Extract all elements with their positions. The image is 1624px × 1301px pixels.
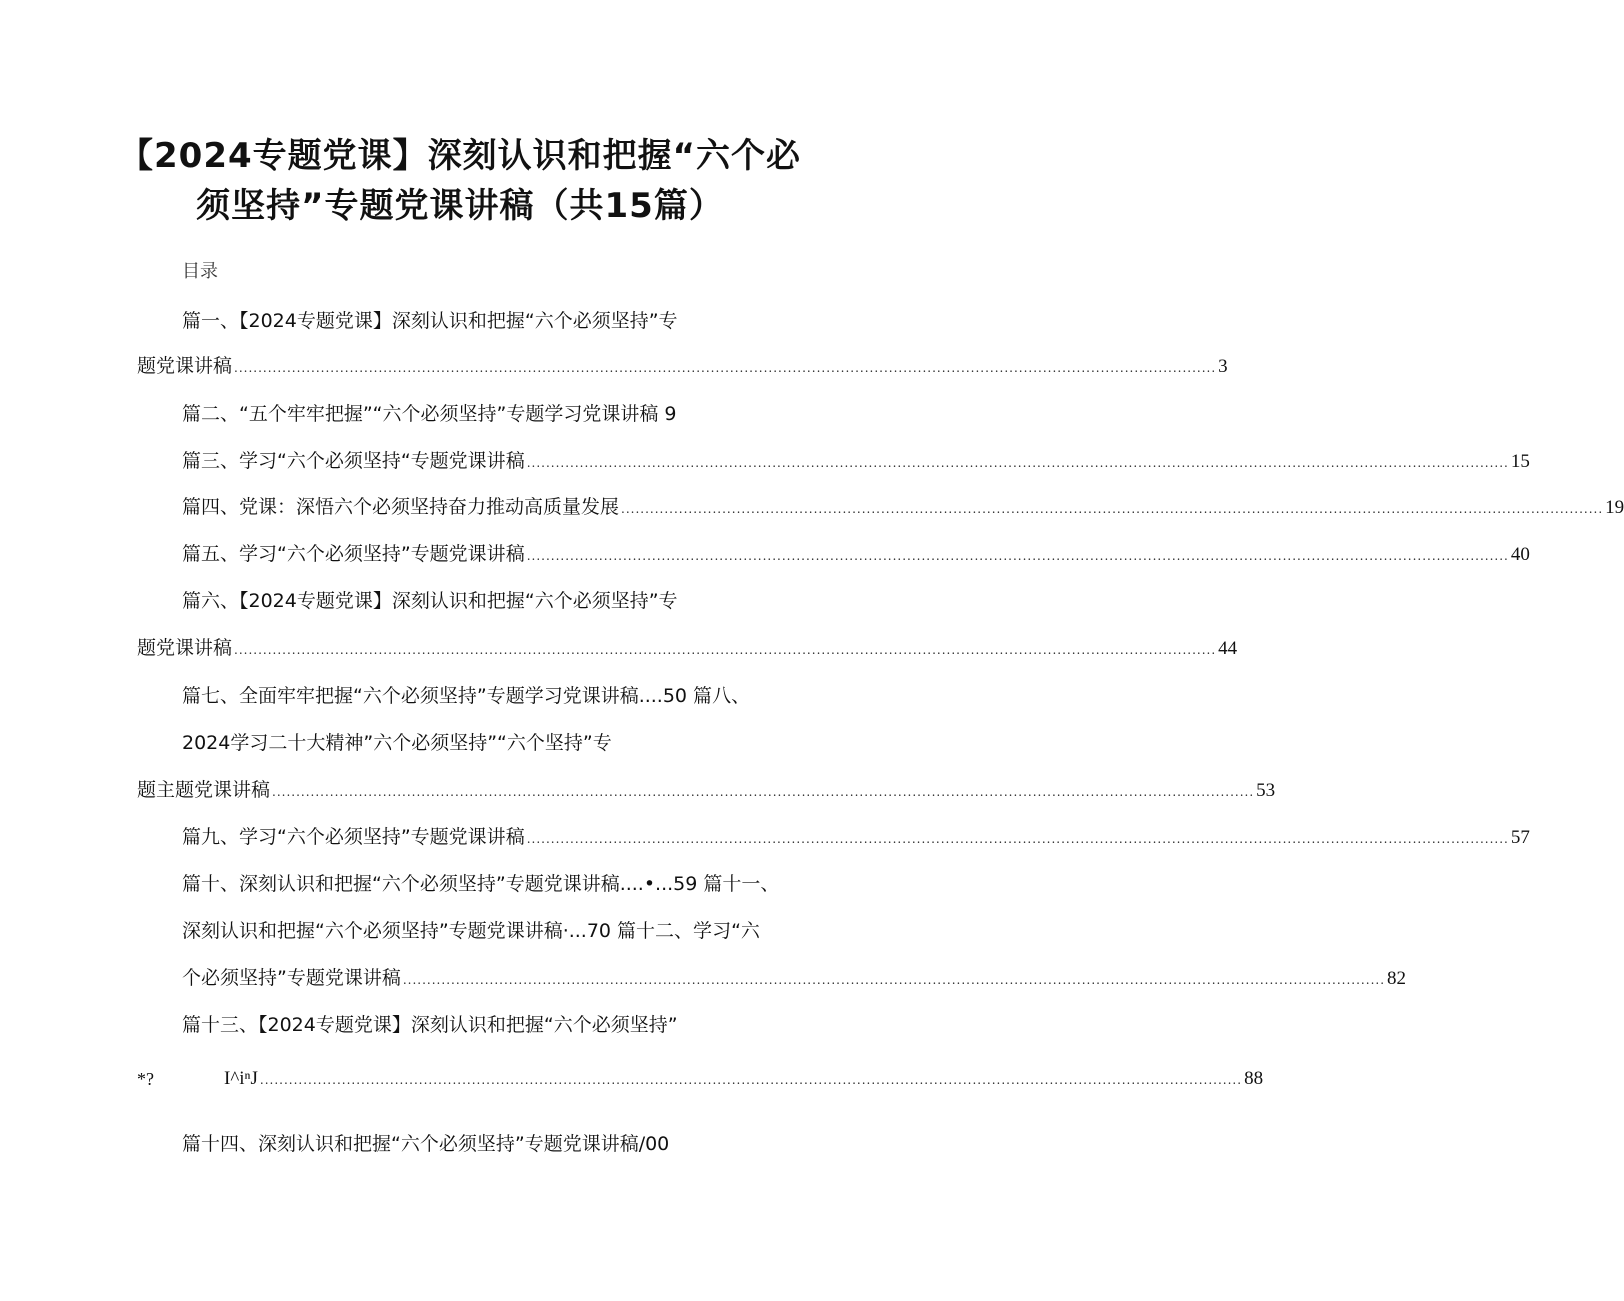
toc-entry-3-page: 15: [1510, 451, 1530, 472]
toc-entry-13-line-1[interactable]: 篇十三、【2024专题党课】深刻认识和把握“六个必须坚持”: [182, 1014, 678, 1036]
toc-entry-9[interactable]: [182, 825, 1530, 851]
toc-entry-5-page: 40: [1510, 544, 1530, 565]
document-title-line-2: 须坚持”专题党课讲稿（共15篇）: [196, 186, 724, 226]
toc-entry-3[interactable]: [182, 449, 1530, 475]
toc-entry-5[interactable]: [182, 542, 1530, 568]
dot-leader: ............................................................................................................................................................................................................: [621, 502, 1604, 516]
toc-entry-6-title-end: 题党课讲稿: [137, 637, 233, 659]
dot-leader: ............................................................................................................................................................................................................: [526, 456, 1509, 470]
dot-leader: ............................................................................................................................................................................................................: [402, 973, 1386, 987]
toc-entry-1-line-1[interactable]: 篇一、【2024专题党课】深刻认识和把握“六个必须坚持”专: [182, 310, 678, 332]
toc-entry-12-line-3[interactable]: [182, 966, 1407, 992]
toc-entry-4[interactable]: [182, 495, 1624, 521]
toc-entry-9-title: 篇九、学习“六个必须坚持”专题党课讲稿: [182, 826, 525, 848]
toc-entry-5-title: 篇五、学习“六个必须坚持”专题党课讲稿: [182, 543, 525, 565]
toc-entry-8-line-2[interactable]: 2024学习二十大精神”六个必须坚持”“六个坚持”专: [182, 732, 612, 754]
dot-leader: ............................................................................................................................................................................................................: [526, 549, 1509, 563]
toc-entry-13-garbled-left: *?: [137, 1069, 154, 1089]
toc-entry-4-title: 篇四、党课：深悟六个必须坚持奋力推动高质量发展: [182, 496, 620, 518]
toc-entry-13-page: 88: [1244, 1068, 1264, 1089]
toc-entry-8-line-3[interactable]: [137, 778, 1276, 804]
toc-entry-6-page: 44: [1218, 638, 1238, 659]
toc-entry-6-line-2[interactable]: [137, 636, 1238, 662]
toc-entry-13-garbled-mid: I^iⁿJ: [224, 1068, 258, 1089]
toc-entry-8-page: 53: [1256, 780, 1276, 801]
toc-entry-2[interactable]: 篇二、“五个牢牢把握”“六个必须坚持”专题学习党课讲稿 9: [182, 403, 677, 425]
toc-entry-1-title-end: 题党课讲稿: [137, 355, 233, 377]
toc-label: 目录: [182, 261, 218, 282]
document-title-line-1: 【2024专题党课】深刻认识和把握“六个必: [119, 136, 801, 176]
toc-entry-13-line-2[interactable]: [224, 1067, 1264, 1092]
dot-leader: ............................................................................................................................................................................................................: [272, 785, 1255, 799]
dot-leader: ............................................................................................................................................................................................................: [234, 361, 1217, 375]
toc-entry-6-line-1[interactable]: 篇六、【2024专题党课】深刻认识和把握“六个必须坚持”专: [182, 590, 678, 612]
dot-leader: ............................................................................................................................................................................................................: [259, 1073, 1243, 1087]
toc-entry-12-page: 82: [1387, 968, 1407, 989]
toc-entry-4-page: 19: [1605, 497, 1624, 518]
toc-entry-7-line-1[interactable]: 篇七、全面牢牢把握“六个必须坚持”专题学习党课讲稿....50 篇八、: [182, 685, 751, 707]
toc-entry-12-title-end: 个必须坚持”专题党课讲稿: [182, 967, 401, 989]
dot-leader: ............................................................................................................................................................................................................: [234, 643, 1217, 657]
toc-entry-9-page: 57: [1510, 827, 1530, 848]
toc-entry-1-line-2[interactable]: [137, 354, 1228, 380]
toc-entry-10-line-1[interactable]: 篇十、深刻认识和把握“六个必须坚持”专题党课讲稿....•...59 篇十一、: [182, 873, 780, 895]
dot-leader: ............................................................................................................................................................................................................: [526, 832, 1509, 846]
toc-entry-1-page: 3: [1218, 356, 1228, 377]
toc-entry-8-title-end: 题主题党课讲稿: [137, 779, 271, 801]
toc-entry-11-line-2[interactable]: 深刻认识和把握“六个必须坚持”专题党课讲稿·...70 篇十二、学习“六: [182, 920, 760, 942]
toc-entry-3-title: 篇三、学习“六个必须坚持“专题党课讲稿: [182, 450, 525, 472]
toc-entry-14[interactable]: 篇十四、深刻认识和把握“六个必须坚持”专题党课讲稿/00: [182, 1133, 670, 1155]
